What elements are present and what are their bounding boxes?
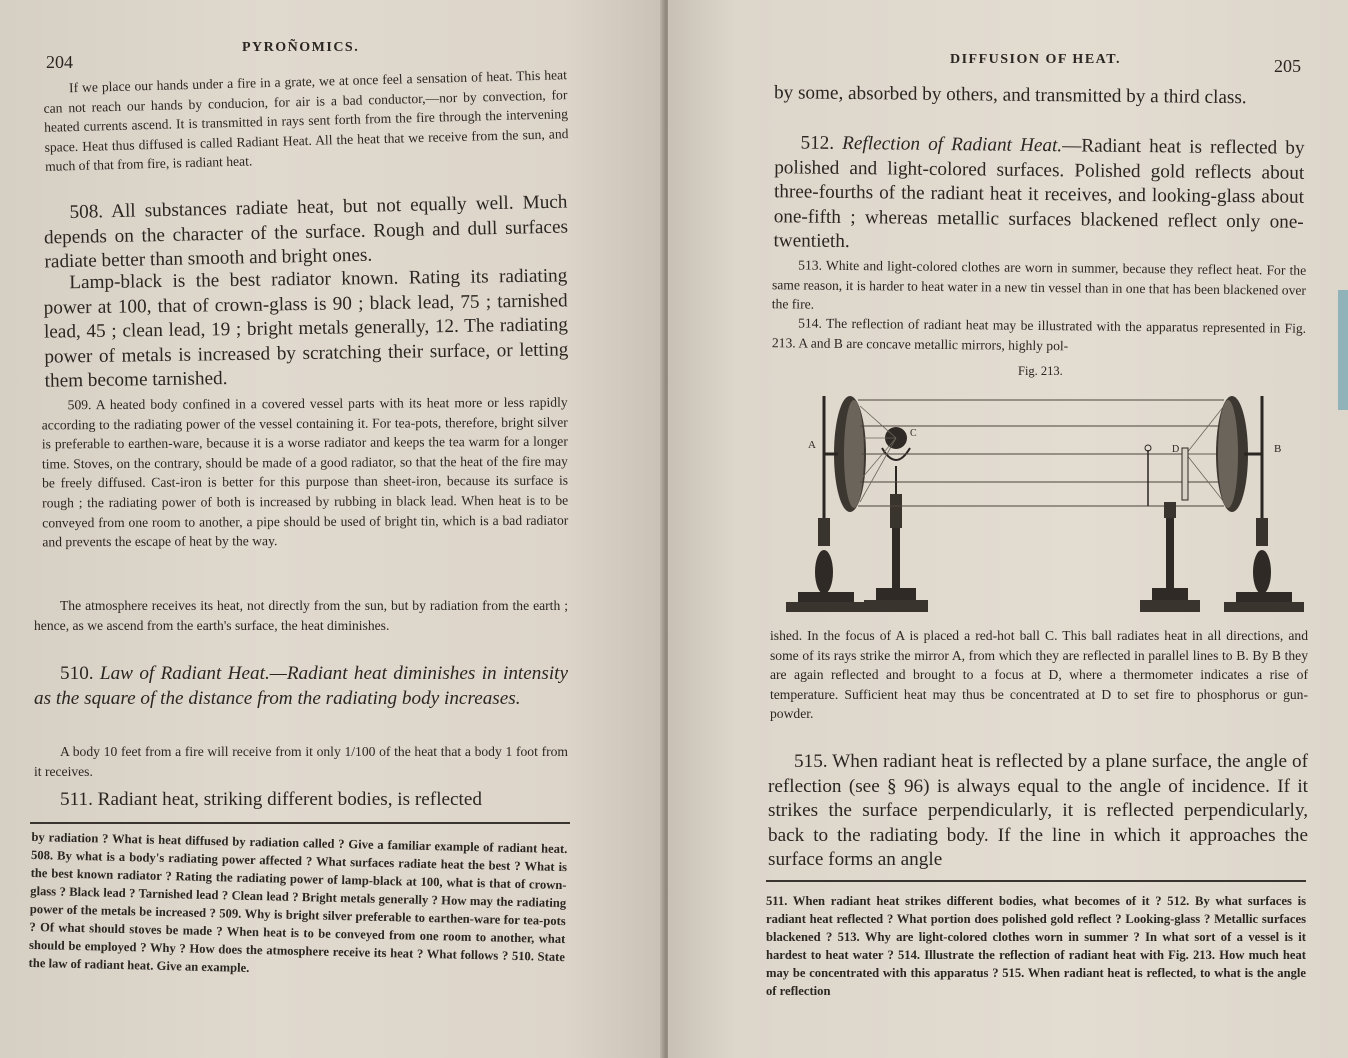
left-page	[0, 0, 664, 1058]
law-text: Law of Radiant Heat.—Radiant heat diminishes in intensity as the square of the distance from the radiating body increases.	[34, 663, 568, 709]
parallel-rays	[858, 400, 1224, 506]
p512-text: —Radiant heat is reflected by polished and light-colored surfaces. Polished gold reflects about three-fourths of the radiant heat it receives, and looking-glass about one-fifth ; whereas metallic surfaces blackened reflect only one-twentieth.	[773, 135, 1305, 253]
right-page	[668, 0, 1348, 1058]
paragraph-514: 514. The reflection of radiant heat may be illustrated with the apparatus represented in Fig. 213. A and B are concave metallic mirrors, highly pol-	[771, 315, 1307, 353]
law-number: 510.	[60, 663, 94, 684]
paragraph-512	[773, 131, 1304, 260]
paragraph-508: 508. All substances radiate heat, but not equally well. Much depends on the character of the surface. Rough and dull surfaces radiate better than smooth and bright ones.	[43, 191, 569, 273]
figure-213-apparatus	[778, 382, 1308, 618]
page-edge-tab	[1338, 290, 1348, 410]
stand-c	[864, 427, 928, 612]
footnote-rule-right	[766, 880, 1306, 882]
figure-caption: Fig. 213.	[1018, 364, 1063, 378]
p512-number: 512.	[800, 132, 835, 154]
running-head-left: PYROÑOMICS.	[242, 40, 360, 55]
paragraph-509: 509. A heated body confined in a covered vessel parts with its heat more or less rapidly according to the radiating power of the vessel containing it. For tea-pots, therefore, bright silver is preferable to earthen-ware, because it is a worse radiator and keeps the tea warm for a longer time. Stoves, on the contrary, should be made of a good radiator, so that the heat of the fire may be freely diffused. Cast-iron is better for this purpose than sheet-iron, because its surface is rough ; the radiating power of both is increased by rubbing in black lead. When heat is to be conveyed from one room to another, a pipe should be used of bright tin, which is a bad radiator and prevents the escape of heat by the way.	[41, 394, 569, 550]
label-d: D	[1172, 444, 1180, 455]
running-head-right: DIFFUSION OF HEAT.	[950, 52, 1122, 67]
footnote-rule-left	[30, 822, 570, 824]
paragraph-510	[34, 662, 568, 711]
mirror-b	[1216, 396, 1262, 512]
label-b: B	[1274, 443, 1282, 455]
paragraph-511: 511. Radiant heat, striking different bodies, is reflected	[60, 789, 483, 810]
paragraph-lamp-black: Lamp-black is the best radiator known. Rating its radiating power at 100, that of crown-glass is 90 ; black lead, 75 ; tarnished lead, 45 ; clean lead, 19 ; bright metals generally, 12. The radiating power of metals is increased by scratching their surface, or letting them become tarnished.	[43, 265, 569, 393]
paragraph-513: 513. White and light-colored clothes are worn in summer, because they reflect heat. For the same reason, it is harder to heat water in a new tin vessel than in one that has been blackened over the fire.	[771, 257, 1307, 312]
paragraph-radiant-intro: If we place our hands under a fire in a grate, we at once feel a sensation of heat. This heat can not reach our hands by conducion, for air is a bad conductor,—nor by convection, for heated currents ascend. It is transmitted in rays sent forth from the fire through the intervening space. Heat thus diffused is called Radiant Heat. All the heat that we receive from the sun, and much of that from fire, is radiant heat.	[43, 67, 569, 175]
paragraph-continued: by some, absorbed by others, and transmitted by a third class.	[773, 82, 1247, 109]
p512-title: Reflection of Radiant Heat.	[842, 132, 1063, 157]
paragraph-515: 515. When radiant heat is reflected by a plane surface, the angle of reflection (see § 96) is always equal to the angle of incidence. If it strikes the surface perpendicularly, it is reflected perpendicularly, back to the radiating body. If the line in which it approaches the surface forms an angle	[768, 751, 1308, 871]
label-c: C	[910, 428, 917, 439]
label-a: A	[808, 439, 816, 451]
paragraph-514-continued: ished. In the focus of A is placed a red-hot ball C. This ball radiates heat in all directions, and some of its rays strike the mirror A, from which they are reflected in parallel lines to B. By B they are again reflected and brought to a focus at D, where a thermometer indicates a rise of temperature. Sufficient heat may thus be concentrated at D to set fire to phosphorus or gun-powder.	[770, 628, 1308, 722]
mirror-a	[824, 396, 866, 512]
page-number-right: 205	[1274, 56, 1301, 76]
stand-d	[1140, 445, 1200, 612]
review-questions-right: 511. When radiant heat strikes different bodies, what becomes of it ? 512. By what surfaces is radiant heat reflected ? What portion does polished gold reflect ? Looking-glass ? Metallic surfaces blackened ? 513. Why are light-colored clothes worn in summer ? In what sort of a vessel is it hardest to heat water ? 514. Illustrate the reflection of radiant heat with Fig. 213. How much heat may be concentrated with this apparatus ? 515. When radiant heat is reflected, to what is the angle of reflection	[766, 894, 1306, 998]
review-questions-left: by radiation ? What is heat diffused by radiation called ? Give a familiar example of radiant heat. 508. By what is a body's radiating power affected ? What surfaces radiate heat the best ? What is the best known radiator ? Rating the radiating power of lamp-black at 100, what is that of crown-glass ? Black lead ? Tarnished lead ? Clean lead ? Bright metals generally ? How may the radiating power of the metals be increased ? 509. Why is bright silver preferable to earthen-ware for tea-pots ? Of what should stoves be made ? When heat is to be conveyed from one room to another, what should be employed ? Why ? How does the atmosphere receive its heat ? What follows ? 510. State the law of radiant heat. Give an example.	[28, 829, 568, 975]
paragraph-example: A body 10 feet from a fire will receive from it only 1/100 of the heat that a body 1 foot from it receives.	[34, 744, 568, 779]
page-number-left: 204	[46, 52, 73, 72]
paragraph-atmosphere: The atmosphere receives its heat, not directly from the sun, but by radiation from the earth ; hence, as we ascend from the earth's surface, the heat diminishes.	[34, 598, 568, 633]
